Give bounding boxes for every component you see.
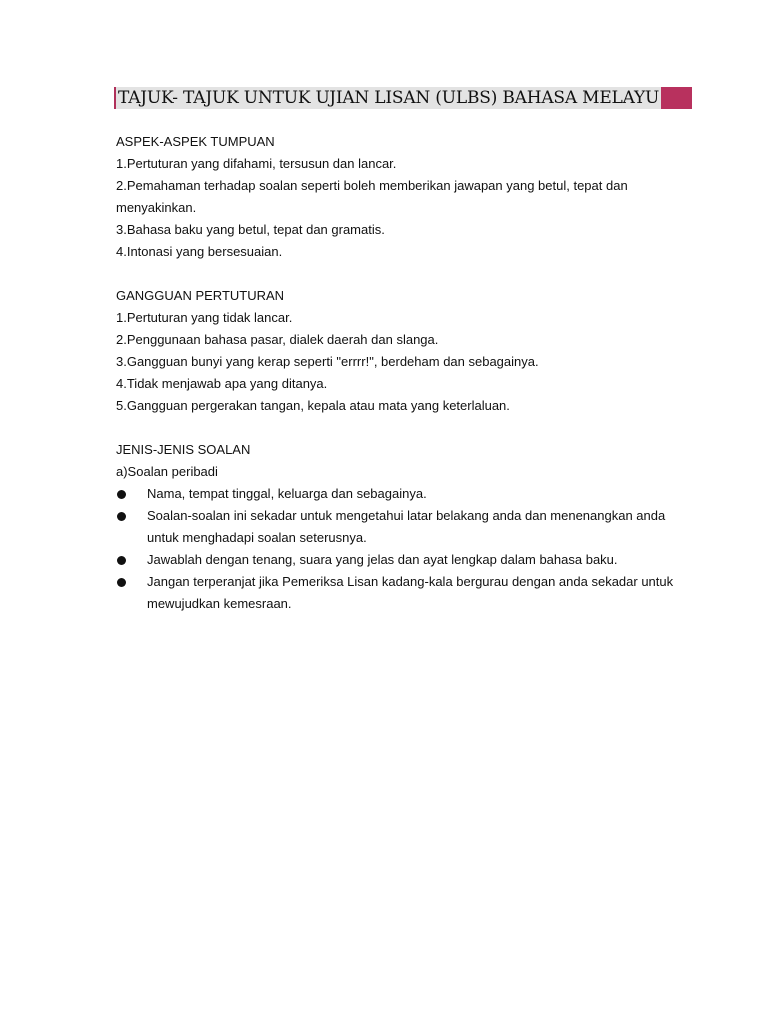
aspek-item-4: 4.Intonasi yang bersesuaian. [116, 244, 283, 259]
bullet-list [116, 483, 676, 615]
gangguan-item-3: 3.Gangguan bunyi yang kerap seperti "errrr!", berdeham dan sebagainya. [116, 354, 539, 369]
list-item-text: Nama, tempat tinggal, keluarga dan sebagainya. [147, 486, 427, 501]
list-item-text: Jawablah dengan tenang, suara yang jelas dan ayat lengkap dalam bahasa baku. [147, 552, 618, 567]
section-heading-aspek: ASPEK-ASPEK TUMPUAN [116, 134, 275, 149]
list-item [116, 571, 676, 615]
document-body [116, 131, 676, 615]
bullet-icon [117, 512, 126, 521]
aspek-item-3: 3.Bahasa baku yang betul, tepat dan gramatis. [116, 222, 385, 237]
gangguan-item-2: 2.Penggunaan bahasa pasar, dialek daerah dan slanga. [116, 332, 439, 347]
page-title: TAJUK- TAJUK UNTUK UJIAN LISAN (ULBS) BAHASA MELAYU [118, 88, 660, 108]
section-heading-jenis: JENIS-JENIS SOALAN [116, 442, 251, 457]
aspek-item-2: 2.Pemahaman terhadap soalan seperti boleh memberikan jawapan yang betul, tepat dan menyakinkan. [116, 178, 628, 215]
gangguan-item-5: 5.Gangguan pergerakan tangan, kepala atau mata yang keterlaluan. [116, 398, 510, 413]
title-accent-block [661, 87, 692, 109]
list-item-text: Soalan-soalan ini sekadar untuk mengetahui latar belakang anda dan menenangkan anda untuk menghadapi soalan seterusnya. [147, 508, 666, 545]
list-item-text: Jangan terperanjat jika Pemeriksa Lisan kadang-kala bergurau dengan anda sekadar untuk mewujudkan kemesraan. [147, 574, 674, 611]
gangguan-item-4: 4.Tidak menjawab apa yang ditanya. [116, 376, 328, 391]
list-item [116, 483, 676, 505]
bullet-icon [117, 490, 126, 499]
bullet-icon [117, 578, 126, 587]
list-item [116, 549, 676, 571]
section-heading-gangguan: GANGGUAN PERTUTURAN [116, 288, 285, 303]
section-spacer [116, 417, 676, 439]
list-item [116, 505, 676, 549]
aspek-item-1: 1.Pertuturan yang difahami, tersusun dan lancar. [116, 156, 397, 171]
subheading-soalan-peribadi: a)Soalan peribadi [116, 464, 218, 479]
bullet-icon [117, 556, 126, 565]
title-bar [114, 87, 692, 109]
section-spacer [116, 263, 676, 285]
gangguan-item-1: 1.Pertuturan yang tidak lancar. [116, 310, 293, 325]
